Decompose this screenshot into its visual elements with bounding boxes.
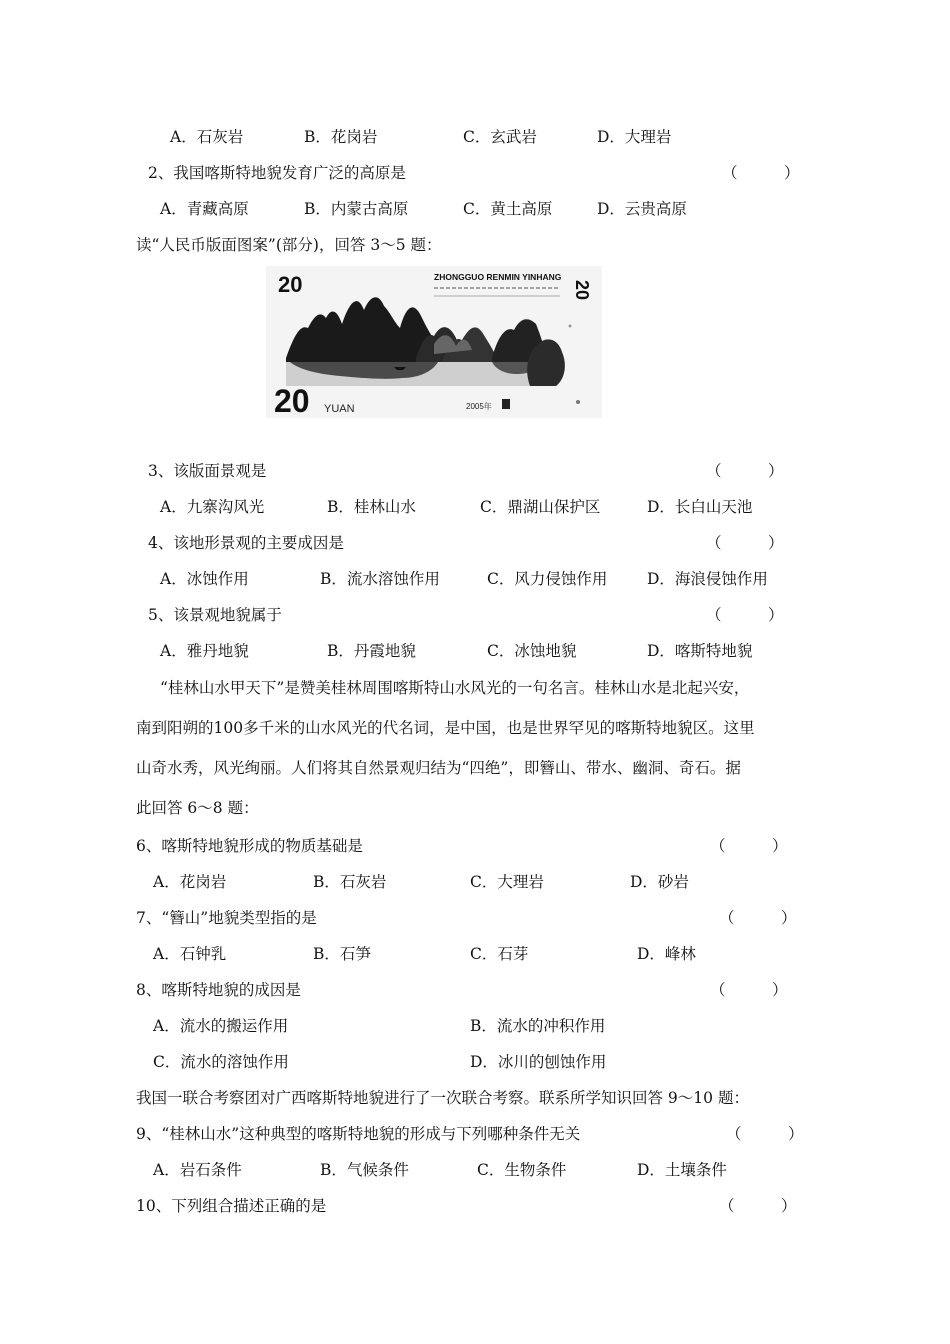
q1-option-d: D．大理岩 [597, 128, 672, 146]
q8-option-d: D．冰川的刨蚀作用 [470, 1053, 607, 1071]
q9-option-a: A．岩石条件 [153, 1161, 242, 1179]
q4-option-b: B．流水溶蚀作用 [320, 570, 440, 588]
q7-option-c: C．石芽 [470, 945, 529, 963]
q2-option-b: B．内蒙古高原 [304, 200, 409, 218]
q6-stem: 6、喀斯特地貌形成的物质基础是 [136, 837, 363, 855]
passage-line-4: 此回答 6～8 题： [136, 799, 259, 817]
q2-answer-paren: （ ） [722, 164, 800, 182]
q8-option-a: A．流水的搬运作用 [153, 1017, 289, 1035]
q4-option-a: A．冰蚀作用 [160, 570, 249, 588]
q9-option-d: D．土壤条件 [637, 1161, 727, 1179]
q1-option-a: A．石灰岩 [170, 128, 244, 146]
q2-option-d: D．云贵高原 [597, 200, 687, 218]
q3-answer-paren: （ ） [706, 462, 784, 480]
banknote-year: 2005年 [466, 402, 492, 411]
q4-option-d: D．海浪侵蚀作用 [647, 570, 768, 588]
q7-option-a: A．石钟乳 [153, 945, 227, 963]
q9-option-c: C．生物条件 [477, 1161, 567, 1179]
q5-option-d: D．喀斯特地貌 [647, 642, 753, 660]
q8-answer-paren: （ ） [710, 981, 788, 999]
q1-option-b: B．花岗岩 [304, 128, 378, 146]
q10-answer-paren: （ ） [719, 1197, 797, 1215]
q10-stem: 10、下列组合描述正确的是 [136, 1197, 327, 1215]
q3-option-b: B．桂林山水 [327, 498, 416, 516]
q6-option-a: A．花岗岩 [153, 873, 227, 891]
q7-stem: 7、“簪山”地貌类型指的是 [136, 909, 317, 927]
q6-option-c: C．大理岩 [470, 873, 544, 891]
banknote-unit: YUAN [324, 403, 355, 415]
banknote-side-denomination: 20 [572, 280, 592, 301]
q3-option-a: A．九寨沟风光 [160, 498, 265, 516]
intro-questions-3-5: 读“人民币版面图案”(部分)，回答 3～5 题： [136, 236, 442, 254]
q1-option-c: C．玄武岩 [463, 128, 537, 146]
q7-option-b: B．石笋 [313, 945, 371, 963]
banknote-denomination-bottom: 20 [274, 383, 310, 418]
q8-option-b: B．流水的冲积作用 [470, 1017, 606, 1035]
q8-option-c: C．流水的溶蚀作用 [153, 1053, 289, 1071]
q5-option-c: C．冰蚀地貌 [487, 642, 577, 660]
q4-stem: 4、该地形景观的主要成因是 [148, 534, 344, 552]
q9-answer-paren: （ ） [726, 1125, 804, 1143]
q3-stem: 3、该版面景观是 [148, 462, 267, 480]
q2-option-c: C．黄土高原 [463, 200, 553, 218]
q6-answer-paren: （ ） [710, 837, 788, 855]
q8-stem: 8、喀斯特地貌的成因是 [136, 981, 301, 999]
q5-option-a: A．雅丹地貌 [160, 642, 249, 660]
q3-option-c: C．鼎湖山保护区 [480, 498, 601, 516]
q9-option-b: B．气候条件 [320, 1161, 409, 1179]
intro-questions-9-10: 我国一联合考察团对广西喀斯特地貌进行了一次联合考察。联系所学知识回答 9～10 题： [136, 1089, 749, 1107]
banknote-bank-name: ZHONGGUO RENMIN YINHANG [434, 272, 562, 282]
q5-option-b: B．丹霞地貌 [327, 642, 416, 660]
q9-stem: 9、“桂林山水”这种典型的喀斯特地貌的形成与下列哪种条件无关 [136, 1125, 581, 1143]
q6-option-d: D．砂岩 [630, 873, 689, 891]
passage-line-2: 南到阳朔的100多千米的山水风光的代名词，是中国，也是世界罕见的喀斯特地貌区。这里 [136, 719, 755, 737]
q5-stem: 5、该景观地貌属于 [148, 606, 282, 624]
q4-option-c: C．风力侵蚀作用 [487, 570, 608, 588]
banknote-image [266, 266, 602, 418]
banknote-denomination-top: 20 [278, 272, 303, 297]
q5-answer-paren: （ ） [706, 606, 784, 624]
q3-option-d: D．长白山天池 [647, 498, 753, 516]
q4-answer-paren: （ ） [706, 534, 784, 552]
q6-option-b: B．石灰岩 [313, 873, 387, 891]
q7-option-d: D．峰林 [637, 945, 696, 963]
q2-stem: 2、我国喀斯特地貌发育广泛的高原是 [148, 164, 406, 182]
q2-option-a: A．青藏高原 [160, 200, 249, 218]
q7-answer-paren: （ ） [719, 909, 797, 927]
guilin-landscape-illustration [266, 266, 602, 418]
passage-line-1: “桂林山水甲天下”是赞美桂林周围喀斯特山水风光的一句名言。桂林山水是北起兴安， [160, 679, 750, 697]
passage-line-3: 山奇水秀，风光绚丽。人们将其自然景观归结为“四绝”，即簪山、带水、幽洞、奇石。据 [136, 759, 741, 777]
